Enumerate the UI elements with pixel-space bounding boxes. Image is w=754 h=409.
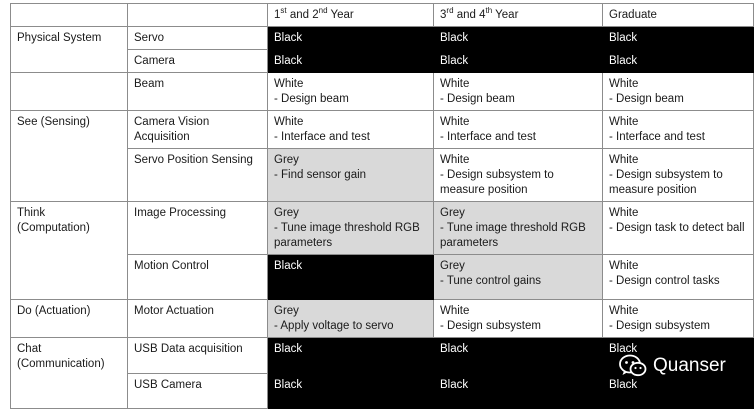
component-cell: Beam	[128, 73, 268, 111]
level-cell-black	[603, 50, 754, 73]
quanser-watermark	[619, 352, 726, 380]
task-description: - Tune control gains	[440, 275, 542, 287]
header-empty-cell	[11, 4, 128, 27]
level-cell-black	[268, 27, 434, 50]
category-cell: Think (Computation)	[11, 202, 128, 300]
level-cell-black	[434, 27, 603, 50]
component-cell: Servo	[128, 27, 268, 50]
task-description: - Find sensor gain	[274, 169, 367, 181]
level-label: Black	[609, 379, 638, 391]
level-label: White	[609, 154, 639, 166]
level-label: Black	[274, 32, 303, 44]
wechat-icon	[619, 354, 647, 378]
level-label: Black	[440, 55, 469, 67]
level-cell-white	[434, 149, 603, 202]
task-description: - Interface and test	[440, 131, 536, 143]
level-label: Grey	[440, 260, 465, 272]
level-label: Grey	[274, 207, 299, 219]
level-cell-white	[603, 202, 754, 255]
level-label: Black	[609, 32, 638, 44]
task-description: - Tune image threshold RGB parameters	[274, 222, 423, 249]
level-label: White	[274, 116, 304, 128]
level-cell-white	[603, 300, 754, 338]
table-row	[11, 27, 754, 50]
level-label: White	[609, 207, 639, 219]
level-label: Black	[440, 379, 469, 391]
level-label: Black	[440, 343, 469, 355]
header-row	[11, 4, 754, 27]
task-description: - Design task to detect ball	[609, 222, 745, 234]
level-label: Grey	[440, 207, 465, 219]
component-cell: Camera	[128, 50, 268, 73]
component-cell: USB Camera	[128, 374, 268, 409]
curriculum-matrix-table	[10, 3, 754, 409]
level-label: Grey	[274, 305, 299, 317]
task-description: - Design beam	[274, 93, 349, 105]
level-label: White	[609, 305, 639, 317]
category-cell	[11, 73, 128, 111]
level-cell-grey	[434, 255, 603, 300]
level-cell-white	[603, 149, 754, 202]
level-cell-grey	[434, 202, 603, 255]
table-row	[11, 202, 754, 255]
category-cell: Chat (Communication)	[11, 338, 128, 409]
task-description: - Design subsystem	[440, 320, 541, 332]
level-cell-white	[268, 111, 434, 149]
task-description: - Design beam	[440, 93, 515, 105]
task-description: - Tune image threshold RGB parameters	[440, 222, 589, 249]
level-label: Black	[609, 55, 638, 67]
table-row	[11, 300, 754, 338]
level-cell-grey	[268, 300, 434, 338]
level-label: Black	[274, 379, 303, 391]
level-label: Black	[440, 32, 469, 44]
level-label: White	[609, 116, 639, 128]
level-cell-white	[434, 300, 603, 338]
level-cell-black	[268, 374, 434, 409]
level-label: Grey	[274, 154, 299, 166]
level-cell-black	[434, 374, 603, 409]
level-cell-black	[434, 50, 603, 73]
level-label: White	[609, 260, 639, 272]
level-label: Black	[274, 55, 303, 67]
level-cell-black	[603, 27, 754, 50]
level-cell-white	[603, 111, 754, 149]
header-year-1-2: 1st and 2nd Year	[268, 4, 434, 27]
category-cell: Do (Actuation)	[11, 300, 128, 338]
component-cell: Camera Vision Acquisition	[128, 111, 268, 149]
category-cell: Physical System	[11, 27, 128, 73]
level-cell-white	[603, 255, 754, 300]
level-label: White	[274, 78, 304, 90]
level-cell-white	[434, 73, 603, 111]
task-description: - Design control tasks	[609, 275, 720, 287]
level-label: White	[440, 305, 470, 317]
level-cell-black	[268, 255, 434, 300]
level-cell-white	[268, 73, 434, 111]
level-cell-black	[268, 338, 434, 374]
component-cell: Servo Position Sensing	[128, 149, 268, 202]
header-empty-cell	[128, 4, 268, 27]
category-cell: See (Sensing)	[11, 111, 128, 202]
level-cell-black	[268, 50, 434, 73]
task-description: - Interface and test	[274, 131, 370, 143]
task-description: - Design subsystem to measure position	[440, 169, 557, 196]
component-cell: Motor Actuation	[128, 300, 268, 338]
level-label: White	[609, 78, 639, 90]
header-graduate: Graduate	[603, 4, 754, 27]
watermark-text: Quanser	[653, 355, 726, 376]
component-cell: USB Data acquisition	[128, 338, 268, 374]
table-row	[11, 73, 754, 111]
task-description: - Design subsystem to measure position	[609, 169, 726, 196]
task-description: - Design subsystem	[609, 320, 710, 332]
level-cell-grey	[268, 202, 434, 255]
component-cell: Motion Control	[128, 255, 268, 300]
level-cell-black	[434, 338, 603, 374]
component-cell: Image Processing	[128, 202, 268, 255]
table-row	[11, 111, 754, 149]
header-year-3-4: 3rd and 4th Year	[434, 4, 603, 27]
level-cell-white	[603, 73, 754, 111]
level-label: White	[440, 116, 470, 128]
task-description: - Interface and test	[609, 131, 705, 143]
task-description: - Design beam	[609, 93, 684, 105]
level-label: White	[440, 154, 470, 166]
level-label: Black	[274, 343, 303, 355]
level-label: Black	[274, 260, 303, 272]
level-cell-grey	[268, 149, 434, 202]
level-label: White	[440, 78, 470, 90]
level-label: Black	[609, 343, 638, 355]
task-description: - Apply voltage to servo	[274, 320, 394, 332]
level-cell-white	[434, 111, 603, 149]
